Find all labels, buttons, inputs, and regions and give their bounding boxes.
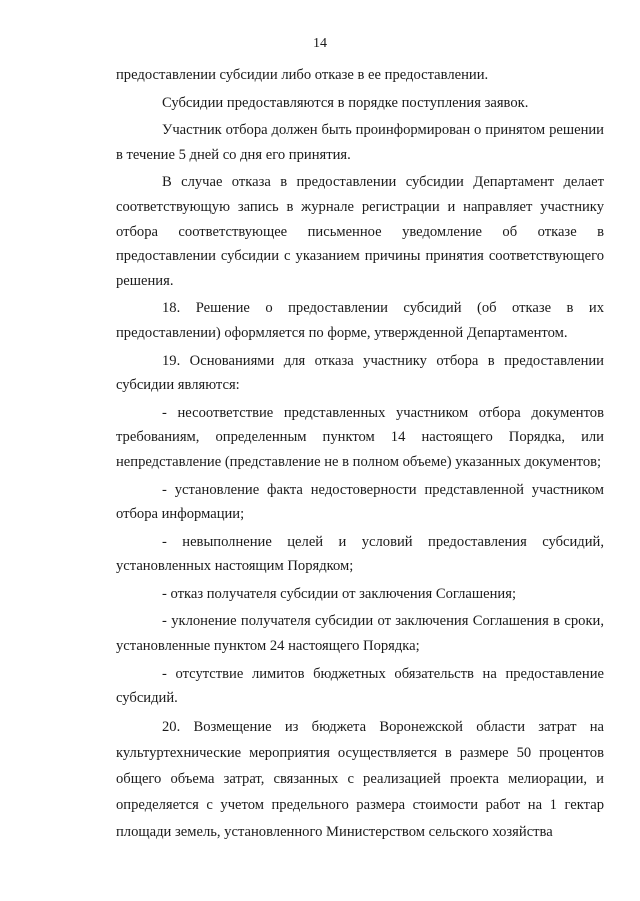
page-number: 14 — [313, 36, 327, 51]
list-item-agreement-refusal: - отказ получателя субсидии от заключения Соглашения; — [162, 585, 517, 602]
paragraph-item-18: 18. Решение о предоставлении субсидий (об отказе в их предоставлении) оформляется по форме, утвержденной Департаментом. — [116, 300, 604, 341]
list-item-agreement-evasion: - уклонение получателя субсидии от заключения Соглашения в сроки, установленные пунктом 24 настоящего Порядка; — [116, 613, 604, 655]
paragraph-order-of-applications: Субсидии предоставляются в порядке поступления заявок. — [162, 94, 529, 111]
document-body — [116, 63, 604, 845]
list-item-goals-not-met: - невыполнение целей и условий предоставления субсидий, установленных настоящим Порядком; — [116, 533, 604, 575]
paragraph-participant-notification: Участник отбора должен быть проинформирован о принятом решении в течение 5 дней со дня его принятия. — [116, 122, 604, 163]
list-item-no-budget-limits: - отсутствие лимитов бюджетных обязательств на предоставление субсидий. — [116, 665, 604, 707]
list-item-false-information: - установление факта недостоверности представленной участником отбора информации; — [116, 481, 604, 523]
paragraph-item-19: 19. Основаниями для отказа участнику отбора в предоставлении субсидии являются: — [116, 352, 604, 394]
paragraph-refusal-record: В случае отказа в предоставлении субсидии Департамент делает соответствующую запись в журнале регистрации и направляет участнику отбора соответствующее письменное уведомление об отказе в предоставлении субсидии с указанием причины принятия соответствующего решения. — [116, 174, 604, 289]
paragraph-continuation: предоставлении субсидии либо отказе в ее предоставлении. — [116, 67, 489, 83]
list-item-document-mismatch: - несоответствие представленных участником отбора документов требованиям, определенным пунктом 14 настоящего Порядка, или непредставление (представление не в полном объеме) указанных документов; — [116, 404, 604, 470]
paragraph-item-20: 20. Возмещение из бюджета Воронежской области затрат на культуртехнические мероприятия осуществляется в размере 50 процентов общего объема затрат, связанных с реализацией проекта мелиорации, и определяется с учетом предельного размера стоимости работ на 1 гектар площади земель, установленного Министерством сельского хозяйства — [116, 718, 604, 840]
